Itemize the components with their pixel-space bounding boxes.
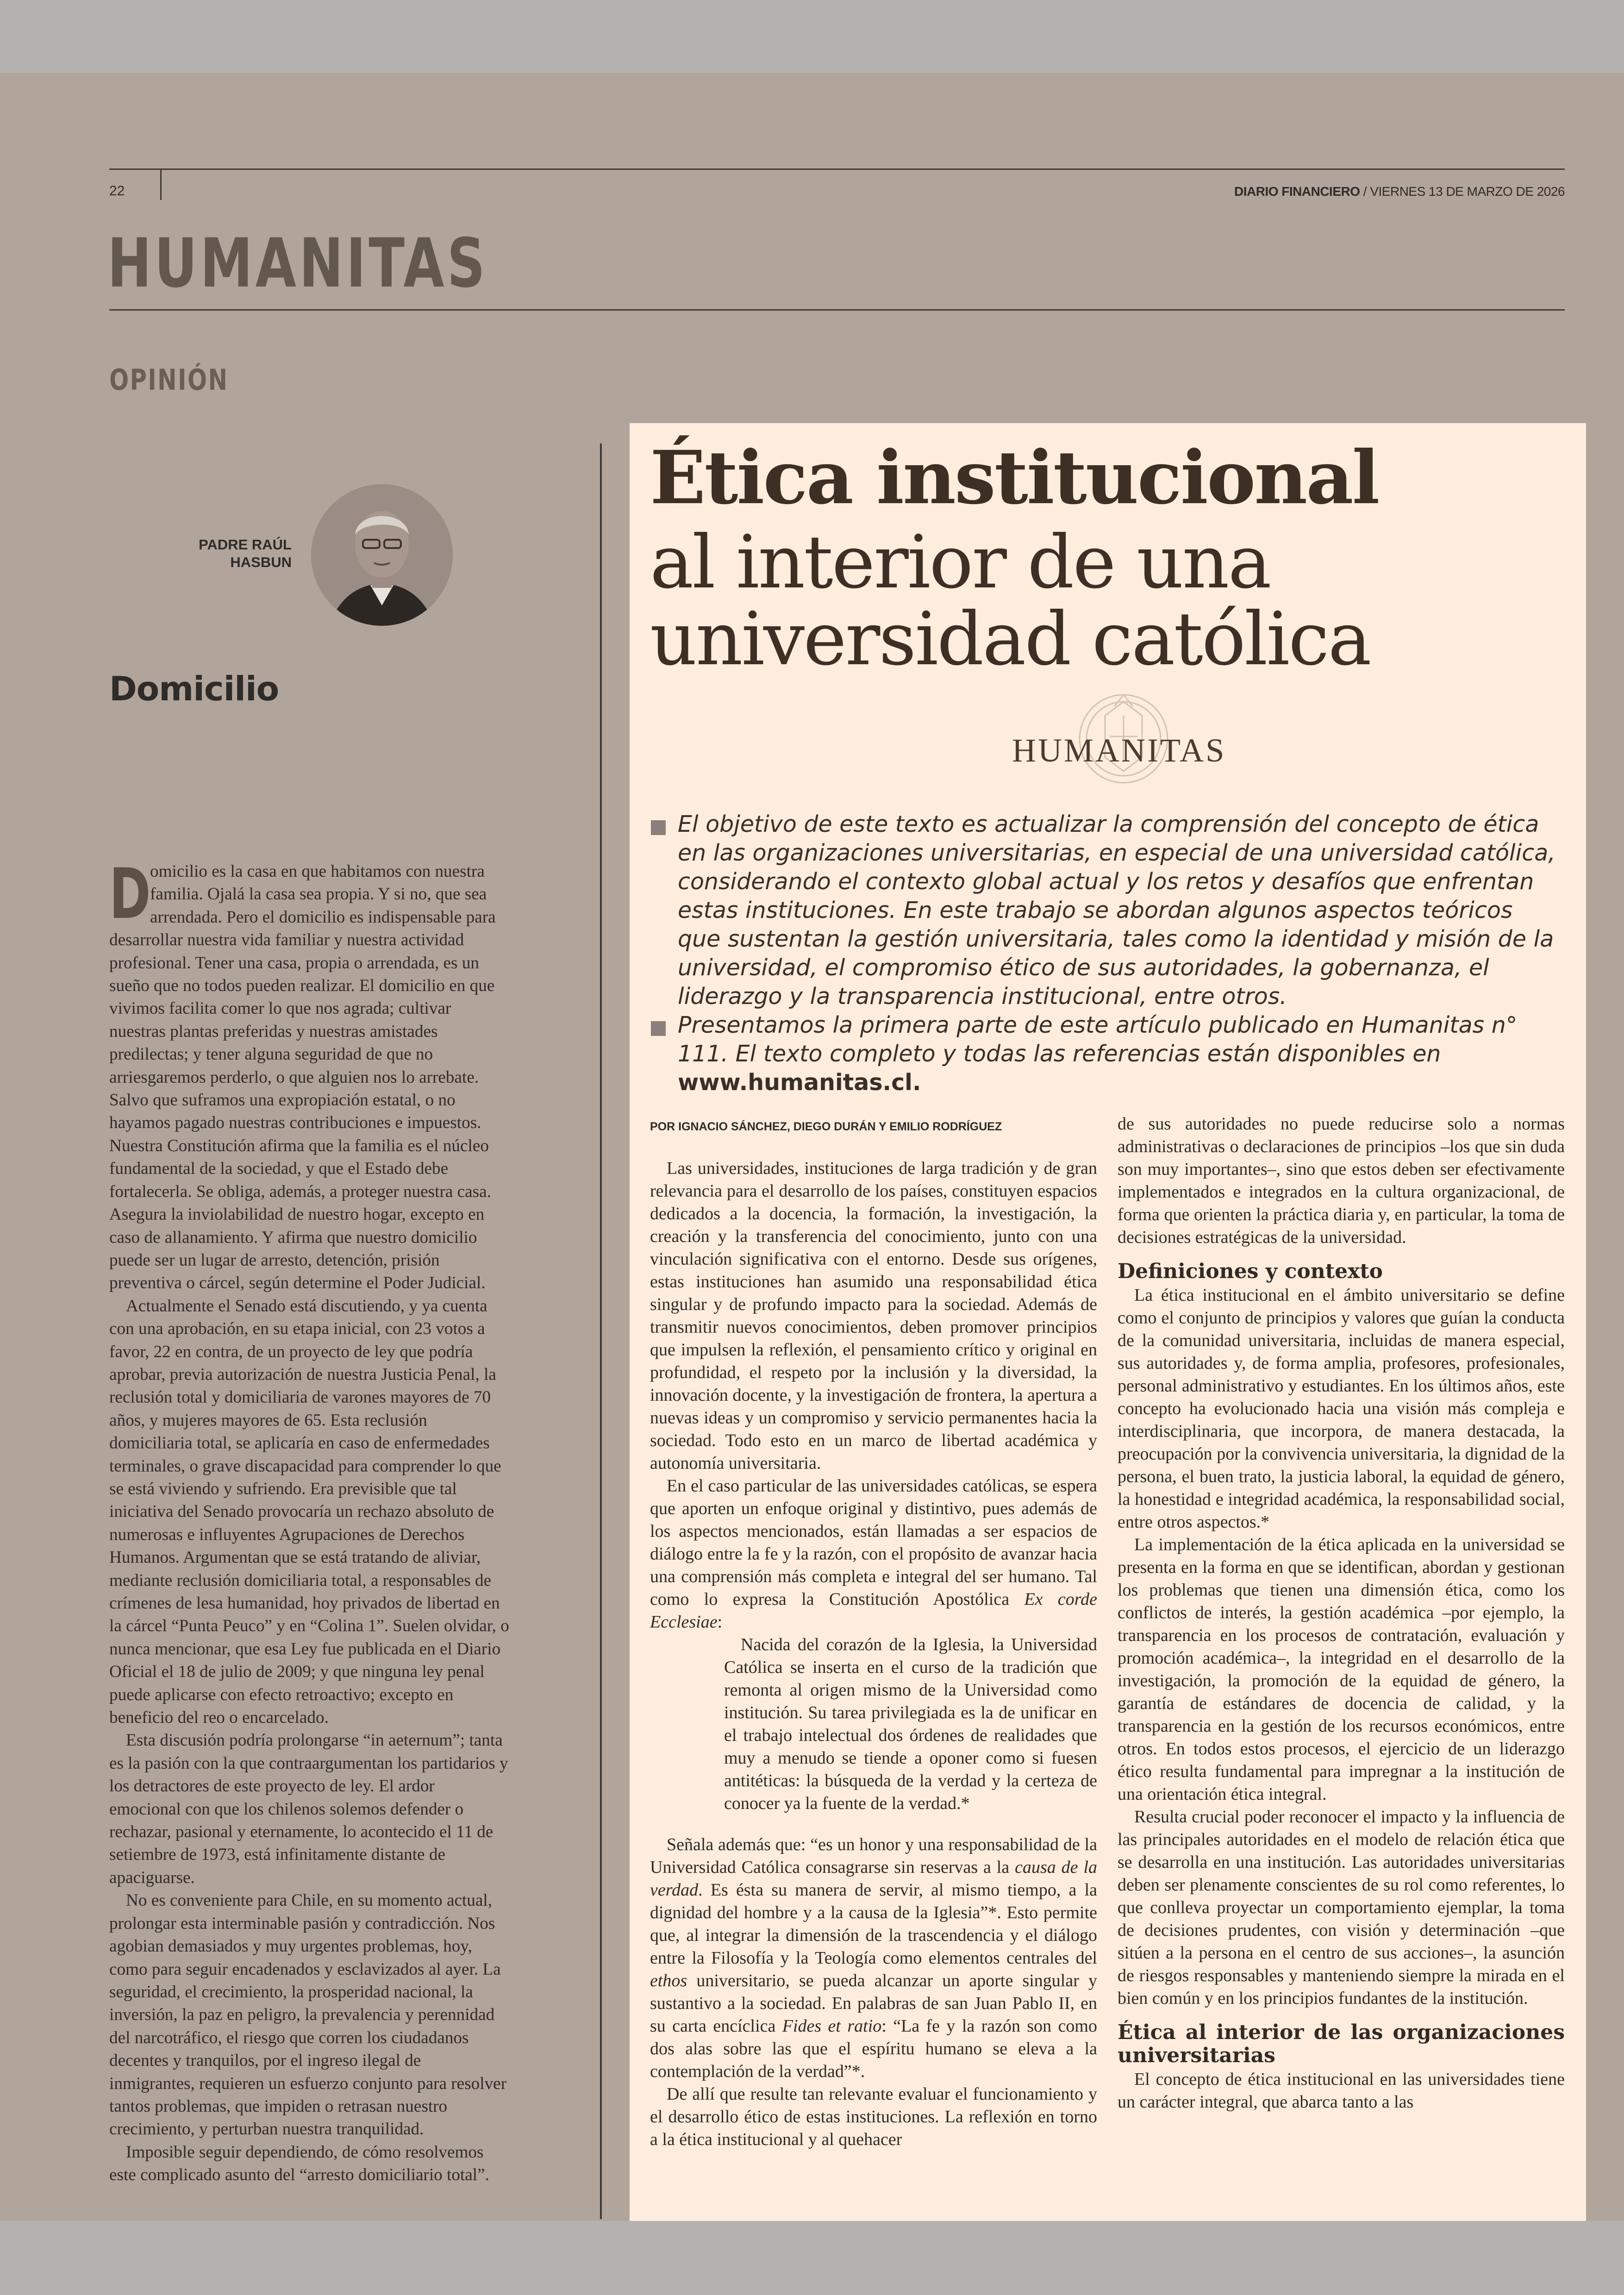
- article-paragraph: La ética institucional en el ámbito universitario se define como el conjunto de principios y valores que guían la conducta de la comunidad universitaria, incluidas de manera especial, sus autoridades y, de forma amplia, profesores, profesionales, personal administrativo y estudiantes. En los últimos años, este concepto ha evolucionado hacia una visión más compleja e interdisciplinaria, que incorpora, de manera destacada, la preocupación por la convivencia universitaria, la dignidad de la persona, el buen trato, la justicia laboral, la equidad de género, la honestidad e integridad académica, la responsabilidad social, entre otros aspectos.*: [1118, 1285, 1565, 1532]
- bullet-square-icon: [651, 1021, 666, 1036]
- article-summary: [650, 810, 1557, 1097]
- article-paragraph: De allí que resulte tan relevante evaluar el funcionamiento y el desarrollo ético de estas instituciones. La reflexión en torno a la ética institucional y al quehacer: [650, 2084, 1097, 2149]
- article-title-bold: Ética institucional: [650, 435, 1379, 521]
- summary-bullet: El objetivo de este texto es actualizar la comprensión del concepto de ética en las organizaciones universitarias, en especial de una universidad católica, considerando el contexto global actual y los retos y desafíos que enfrentan estas instituciones. En este trabajo se abordan algunos aspectos teóricos que sustentan la gestión universitaria, tales como la identidad y misión de la universidad, el compromiso ético de sus autoridades, la gobernanza, el liderazgo y la transparencia institucional, entre otros.: [678, 810, 1557, 1011]
- article-paragraph: Las universidades, instituciones de larga tradición y de gran relevancia para el desarrollo de los países, constituyen espacios dedicados a la docencia, la formación, la investigación, la creación y la transferencia del conocimiento, junto con una vinculación significativa con el entorno. Desde sus orígenes, estas instituciones han asumido una responsabilidad ética singular y de profundo impacto para la sociedad. Además de transmitir nuevos conocimientos, deben promover principios que impulsen la reflexión, el pensamiento crítico y original en profundidad, el respeto por la inclusión y la diversidad, la innovación docente, y la investigación de frontera, la apertura a nuevas ideas y un compromiso y servicio permanentes hacia la sociedad. Todo esto en un marco de libertad académica y autonomía universitaria.: [650, 1159, 1097, 1473]
- column-divider: [600, 443, 602, 2219]
- author-name: [176, 536, 292, 571]
- article-column-1: [650, 1157, 1097, 2151]
- bullet-square-icon: [651, 820, 666, 835]
- header-rule-tick: [160, 168, 162, 200]
- website-link[interactable]: www.humanitas.cl.: [678, 1069, 921, 1096]
- drop-cap: D: [109, 854, 151, 935]
- humanitas-logo-text: HUMANITAS: [1012, 732, 1226, 769]
- article-paragraph: Resulta crucial poder reconocer el impacto y la influencia de las principales autoridades en el modelo de relación ética que se desarrolla en una institución. Las autoridades universitarias deben ser plenamente conscientes de su rol como referentes, lo que conlleva proyectar un comportamiento ejemplar, la toma de decisiones prudentes, con visión y determinación –que sitúen a la persona en el centro de sus acciones–, la asunción de riesgos responsables y manteniendo siempre la mirada en el bien común y en los principios fundantes de la institución.: [1118, 1807, 1565, 2008]
- article-subheading: Ética al interior de las organizaciones universitarias: [1118, 2021, 1565, 2067]
- author-name-line1: PADRE RAÚL: [199, 536, 292, 553]
- feature-article: [630, 423, 1586, 2249]
- column-paragraph: No es conveniente para Chile, en su momento actual, prolongar esta interminable pasión y contradicción. Nos agobian demasiados y muy urgentes problemas, hoy, como para seguir encadenados y esclavizados al ayer. La seguridad, el crecimiento, la prosperidad nacional, la inversión, la paz en peligro, la prevalencia y perennidad del narcotráfico, el riesgo que corren los ciudadanos decentes y tranquilos, por el ingreso ilegal de inmigrantes, requieren un esfuerzo conjunto para resolver tantos problemas, que impiden o retrasan nuestro crecimiento, y perturban nuestra tranquilidad.: [109, 1891, 507, 2139]
- article-paragraph: La implementación de la ética aplicada en la universidad se presenta en la forma en que se identifican, abordan y gestionan los problemas que tienen una dimensión ética, como los conflictos de interés, la gestión académica –por ejemplo, la transparencia en los procesos de contratación, evaluación y promoción académica–, la integridad en el desarrollo de la investigación, la promoción de la equidad de género, la garantía de estándares de docencia de calidad, y la transparencia en la gestión de los recursos económicos, entre otros. En todos estos procesos, el ejercicio de un liderazgo ético resulta fundamental para impregnar a la institución de una orientación ética integral.: [1118, 1535, 1565, 1804]
- column-paragraph: D omicilio es la casa en que habitamos con nuestra familia. Ojalá la casa sea propia. Y si no, que sea arrendada. Pero el domicilio es indispensable para desarrollar nuestra vida familiar y nuestra actividad profesional. Tener una casa, propia o arrendada, es un sueño que no todos pueden realizar. El domicilio en que vivimos facilita comer lo que nos agrada; cultivar nuestras plantas preferidas y nuestras amistades predilectas; y tener alguna seguridad de que no arriesgaremos perderlo, o que alguien nos lo arrebate. Salvo que suframos una expropiación estatal, o no hayamos pagado nuestras contribuciones e impuestos. Nuestra Constitución afirma que la familia es el núcleo fundamental de la sociedad, y que el Estado debe fortalecerla. Se obliga, además, a proteger nuestra casa. Asegura la inviolabilidad de nuestro hogar, excepto en caso de allanamiento. Y afirma que nuestro domicilio puede ser un lugar de arresto, detención, prisión preventiva o cárcel, según determine el Poder Judicial.: [109, 854, 496, 1293]
- article-subheading: Definiciones y contexto: [1118, 1260, 1383, 1283]
- article-quote: Nacida del corazón de la Iglesia, la Universidad Católica se inserta en el curso de la tradición que remonta al origen mismo de la Universidad como institución. Su tarea privilegiada es la de unificar en el trabajo intelectual dos órdenes de realidades que muy a menudo se tiende a oponer como si fuesen antitéticas: la búsqueda de la verdad y la certeza de conocer ya la fuente de la verdad.*: [724, 1635, 1097, 1813]
- header-rule: [109, 168, 1565, 170]
- issue-date: / VIERNES 13 DE MARZO DE 2026: [1360, 184, 1565, 199]
- section-title: HUMANITAS: [107, 224, 488, 303]
- newspaper-name: DIARIO FINANCIERO: [1234, 184, 1360, 199]
- article-title-line2: al interior de una: [650, 520, 1270, 605]
- article-column-2: [1118, 1113, 1565, 2114]
- article-paragraph: de sus autoridades no puede reducirse solo a normas administrativas o declaraciones de principios –los que sin duda son muy importantes–, sino que estos deben ser efectivamente implementados e integrados en la cultura organizacional, de forma que orienten la práctica diaria y, en particular, la toma de decisiones estratégicas de la universidad.: [1118, 1114, 1565, 1247]
- article-paragraph: El concepto de ética institucional en las universidades tiene un carácter integral, que abarca tanto a las: [1118, 2070, 1565, 2112]
- author-name-line2: HASBUN: [230, 554, 292, 570]
- section-rule: [109, 309, 1565, 311]
- article-paragraph: Señala además que: “es un honor y una responsabilidad de la Universidad Católica consagrarse sin reservas a la causa de la verdad. Es ésta su manera de servir, al mismo tiempo, a la dignidad del hombre y a la causa de la Iglesia”*. Esto permite que, al integrar la dimensión de la trascendencia y el diálogo entre la Filosofía y la Teología como elementos centrales del ethos universitario, se pueda alcanzar un aporte singular y sustantivo a la sociedad. En palabras de san Juan Pablo II, en su carta encíclica Fides et ratio: “La fe y la razón son como dos alas sobre las que el espíritu humano se eleva a la contemplación de la verdad”*.: [650, 1835, 1098, 2081]
- masthead: [1234, 184, 1565, 199]
- column-paragraph: Imposible seguir dependiendo, de cómo resolvemos este complicado asunto del “arresto domiciliario total”.: [109, 2142, 489, 2185]
- opinion-label: OPINIÓN: [109, 363, 229, 397]
- article-title-line3: universidad católica: [650, 597, 1370, 682]
- column-title: Domicilio: [109, 669, 279, 708]
- page-number: 22: [109, 183, 125, 199]
- article-paragraph: En el caso particular de las universidades católicas, se espera que aporten un enfoque original y distintivo, pues además de los aspectos mencionados, están llamadas a ser espacios de diálogo entre la fe y la razón, con el propósito de avanzar hacia una comprensión más completa e integral del ser humano. Tal como lo expresa la Constitución Apostólica Ex corde Ecclesiae:: [650, 1476, 1097, 1632]
- article-title-rest: [650, 520, 1370, 682]
- viewer-bottom-margin: [0, 2221, 1624, 2295]
- author-portrait: [311, 484, 453, 626]
- column-paragraph: Actualmente el Senado está discutiendo, y ya cuenta con una aprobación, en su etapa inicial, con 23 votos a favor, 22 en contra, de un proyecto de ley que podría aprobar, previa autorización de nuestra Justicia Penal, la reclusión total y domiciliaria de varones mayores de 70 años, y mujeres mayores de 65. Esta reclusión domiciliaria total, se aplicaría en caso de enfermedades terminales, o grave discapacidad para comprender lo que se está viviendo y sufriendo. Era previsible que tal iniciativa del Senado provocaría un rechazo absoluto de numerosas e influyentes Agrupaciones de Derechos Humanos. Argumentan que se está tratando de aliviar, mediante reclusión domiciliaria total, a responsables de crímenes de lesa humanidad, hoy privados de libertad en la cárcel “Punta Peuco” y en “Colina 1”. Suelen olvidar, o nunca mencionar, que esa Ley fue publicada en el Diario Oficial el 18 de julio de 2009; y que ninguna ley penal puede aplicarse con efecto retroactivo; excepto en beneficio del reo o encarcelado.: [109, 1296, 509, 1727]
- column-body: [109, 854, 510, 2187]
- byline: POR IGNACIO SÁNCHEZ, DIEGO DURÁN Y EMILIO RODRÍGUEZ: [650, 1120, 1002, 1133]
- column-paragraph: Esta discusión podría prolongarse “in aeternum”; tanta es la pasión con la que contraargumentan los partidarios y los detractores de este proyecto de ley. El ardor emocional con que los chilenos solemos defender o rechazar, pasional y eternamente, lo acontecido el 11 de setiembre de 1973, está infinitamente distante de apaciguarse.: [109, 1731, 508, 1887]
- summary-bullet: Presentamos la primera parte de este artículo publicado en Humanitas n° 111. El texto completo y todas las referencias están disponibles en www.humanitas.cl.: [678, 1011, 1557, 1097]
- newspaper-page: [0, 73, 1624, 2221]
